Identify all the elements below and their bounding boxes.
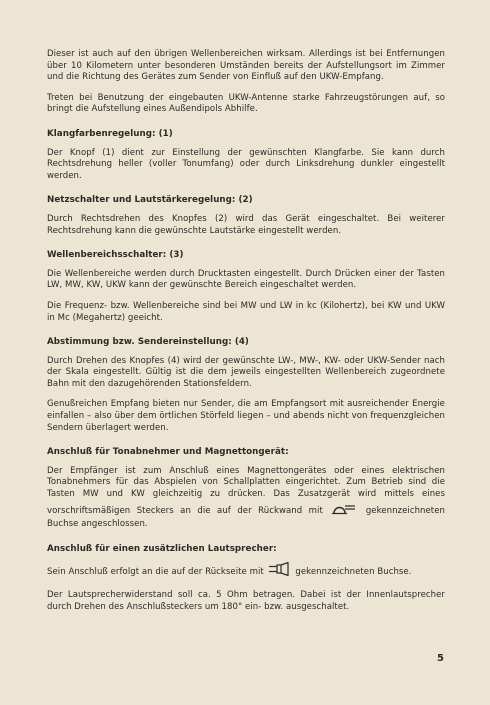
paragraph-dipole: Treten bei Benutzung der eingebauten UKW-Antenne starke Fahrzeugstörungen auf, so bringt die Aufstellung eines Außendipols Abhilfe.: [47, 92, 445, 115]
heading-power-volume: Netzschalter und Lautstärkeregelung: (2): [47, 195, 253, 206]
heading-speaker-connection: Anschluß für einen zusätzlichen Lautsprecher:: [47, 543, 277, 554]
paragraph-power-volume: Durch Rechtsdrehen des Knopfes (2) wird das Gerät eingeschaltet. Bei weiterer Rechtsdrehung kann die gewünschte Lautstärke eingestellt werden.: [47, 213, 445, 236]
page-number: 5: [437, 653, 444, 664]
paragraph-reception: Genußreichen Empfang bieten nur Sender, die am Empfangsort mit ausreichender Energie einfallen – also über dem örtlichen Störfeld liegen – und abends nicht von frequenzgleichen Sendern überlagert werden.: [47, 399, 445, 433]
heading-tone-control: Klangfarbenregelung: (1): [47, 128, 173, 139]
paragraph-pickup-connection: [47, 466, 445, 531]
paragraph-ukw-range: Dieser ist auch auf den übrigen Wellenbereichen wirksam. Allerdings ist bei Entfernungen über 10 Kilometern unter besonderen Umständen bereits der Aufstellungsort im Zimmer und die Richtung des Gerätes zum Sender von Einfluß auf den UKW-Empfang.: [47, 49, 445, 83]
speaker-text-end: gekennzeichneten Buchse.: [295, 567, 412, 578]
heading-band-switch: Wellenbereichsschalter: (3): [47, 250, 184, 261]
speaker-socket-icon: [269, 562, 291, 581]
paragraph-tone-control: Der Knopf (1) dient zur Einstellung der gewünschten Klangfarbe. Sie kann durch Rechtsdrehung heller (voller Tonumfang) oder durch Linksdrehung dunkler eingestellt werden.: [47, 147, 445, 181]
paragraph-frequency-units: Die Frequenz- bzw. Wellenbereiche sind bei MW und LW in kc (Kilohertz), bei KW und UKW in Mc (Megahertz) geeicht.: [47, 300, 445, 323]
pickup-text-start: Der Empfänger ist zum Anschluß eines Magnettongerätes oder eines elektrischen Tonabnehmers für das Abspielen von Schallplatten eingerichtet. Zum Betrieb sind die Tasten MW und KW gleichzeitig zu drücken. Das Zusatzgerät wird mittels eines vorschriftsmäßigen Steckers an die auf der Rückwand mit: [47, 465, 445, 516]
speaker-text-start: Sein Anschluß erfolgt an die auf der Rückseite mit: [47, 567, 264, 578]
heading-pickup-connection: Anschluß für Tonabnehmer und Magnettongerät:: [47, 447, 289, 458]
pickup-text-end: gekennzeichneten Buchse angeschlossen.: [47, 505, 445, 530]
page-content: [47, 49, 445, 622]
pickup-socket-icon: [331, 501, 357, 520]
heading-tuning: Abstimmung bzw. Sendereinstellung: (4): [47, 337, 249, 348]
paragraph-tuning: Durch Drehen des Knopfes (4) wird der gewünschte LW-, MW-, KW- oder UKW-Sender nach der Skala eingestellt. Gültig ist die dem jeweils eingestellten Wellenbereich zugeordnete Bahn mit den dazugehörenden Stationsfeldern.: [47, 355, 445, 389]
paragraph-band-switch: Die Wellenbereiche werden durch Drucktasten eingestellt. Durch Drücken einer der Tasten LW, MW, KW, UKW kann der gewünschte Bereich eingeschaltet werden.: [47, 268, 445, 291]
paragraph-speaker-impedance: Der Lautsprecherwiderstand soll ca. 5 Ohm betragen. Dabei ist der Innenlautsprecher durch Drehen des Anschlußsteckers um 180° ein- bzw. ausgeschaltet.: [47, 590, 445, 612]
paragraph-speaker-connection: [47, 562, 445, 581]
